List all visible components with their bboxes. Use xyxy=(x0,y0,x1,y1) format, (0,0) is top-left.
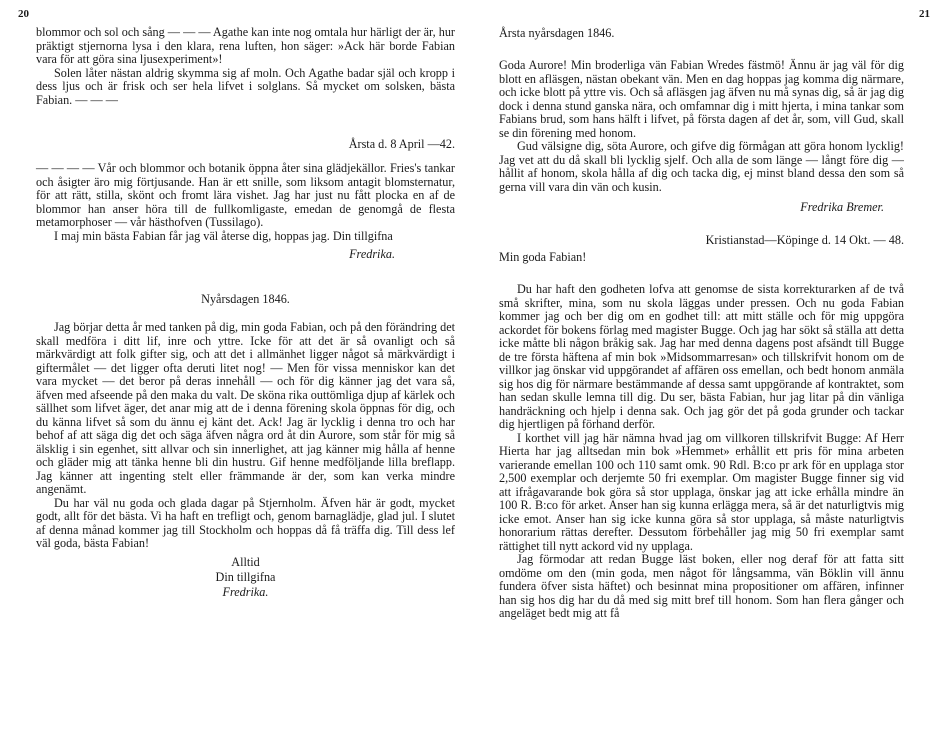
letter-heading: Årsta nyårsdagen 1846. xyxy=(499,26,615,40)
paragraph: Jag börjar detta år med tanken på dig, min goda Fabian, och på den förändring det skall medföra i ditt lif, inre och yttre. Icke för att det är så ovanligt och så märkvärdigt att folk gifter sig, och att det i allmänhet ligger något så märkvärdigt i giftermålet — det ligger ofta deruti litet nog! — Men för vissa menniskor kan det vara mycket — det beror på deras innehåll — och för dig känner jag det vara så, äfven med afseende på den maka du valt. De sköna rika outtömliga djup af kärlek och sällhet som lifvet äger, det anar mig att de i denna förening skola öppnas för dig, och du känna lifvet så som du ännu ej känt det. Ack! Jag är lycklig i denna tro och har behof af att säga dig det och säga äfven några ord åt din Aurore, som står för mig så älsklig i sin egenhet, sitt allvar och sin innerlighet, att jag känner mig hålla af henne och gläder mig att tänka henne bli din hustru. Gif henne medföljande lilla breflapp. Jag känner att ingenting stelt eller främmande är der, som kan verka mindre angenämt. xyxy=(36,320,455,496)
page-number-right: 21 xyxy=(919,8,930,20)
closing-line: Alltid xyxy=(231,554,260,569)
paragraph: blommor och sol och sång — — — Agathe kan inte nog omtala hur härligt der är, hur präktigt stjernorna lysa i den klara, rena luften, hon säger: »Ack här borde Fabian vara för att göra sina ljusexperiment»! xyxy=(36,25,455,66)
paragraph: Solen låter nästan aldrig skymma sig af moln. Och Agathe badar själ och kropp i dess ljus och är frisk och ser hela lifvet i solglans. Så mycket om solsken, bästa Fabian. — — — xyxy=(36,65,455,107)
letter-body xyxy=(499,283,904,621)
letter-continuation xyxy=(36,26,455,107)
signature: Fredrika. xyxy=(349,247,395,261)
paragraph: Gud välsigne dig, söta Aurore, och gifve dig förmågan att göra honom lycklig! Jag vet att du då skall bli lycklig sjelf. Och alla de som länge — långt före dig — hållit af honom, skola hålla af dig och tacka dig, ej minst bland dessa den som så gerna vill vara din vän och kusin. xyxy=(499,139,904,194)
signature: Fredrika Bremer. xyxy=(800,200,884,214)
paragraph: I maj min bästa Fabian får jag väl återse dig, hoppas jag. Din tillgifna xyxy=(54,228,393,243)
paragraph: Du har väl nu goda och glada dagar på Stjernholm. Äfven här är godt, mycket godt, allt för det bästa. Vi ha haft en trefligt och, genom barnaglädje, glad jul. I slutet af denna månad kommer jag till Stockholm och hoppas då få träffa dig. Till dess lef väl goda, bästa Fabian! xyxy=(36,495,455,550)
salutation: Min goda Fabian! xyxy=(499,250,587,264)
paragraph: — — — — Vår och blommor och botanik öppna åter sina glädjekällor. Fries's tankar och åsigter äro mig förtjusande. Han är ett snille, som liksom antagit blomsternatur, för att rätt, stilla, skönt och fromt lära vishet. Jag har just nu fått plocka en af de blommor han anser höra till de fullkomligaste, emedan de genomgå de flesta metamorphoser — vår hästhofven (Tussilago). xyxy=(36,161,455,229)
paragraph: Jag förmodar att redan Bugge läst boken, eller nog deraf för att fatta sitt omdöme om den (min goda, men något för långsamma, vän Böklin vill ännu fundera öfver sista häftet) och besinnat mina propositioner om affären, infinner han sig hos dig har du då med sig mitt bref till honom. Som han flera gånger och angeläget bedt mig att få xyxy=(499,552,904,620)
paragraph: Goda Aurore! Min broderliga vän Fabian Wredes fästmö! Ännu är jag väl för dig blott en afläsgen, nästan obekant vän. Men en dag hoppas jag komma dig närmare, och icke blott på yttre vis. Och så afläsgen jag äfven nu må synas dig, så är jag dig dock i denna stund ganska nära, och omfamnar dig i mitt hjerta, i mina tankar som Fabians brud, som hans hälft i lifvet, på första dagen af det år, som, vill Gud, skall se din förening med honom. xyxy=(499,58,904,140)
closing-line: Din tillgifna xyxy=(215,569,276,584)
paragraph: Du har haft den godheten lofva att genomse de sista korrekturarken af de två små skrifter, mina, som nu skola läggas under pressen. Och nu goda Fabian kommer jag och ber dig om en godhet till: att mitt ställe och för mig uppgöra ackordet för bokens förlag med magister Bugge. Och jag har sökt så ställa att detta icke måtte bli någon bråkig sak. Jag har med denna dagens post afsändt till Bugge de tre första häftena af min bok »Midsommarresan» och tillskrifvit honom om de villkor jag önskar vid uppgörandet af affären oss emellan, och bedt honom anmäla sig hos dig för närmare bestämmande af dessa samt uppgörande af kontraktet, som han sedan skulle lemna till dig. Du ser, bästa Fabian, hur jag litar på din vänliga handräckning och hjelp i denna sak. Och jag gör det på goda grunder och tackar dig hjertligen på förhand derför. xyxy=(499,282,904,431)
page-number-left: 20 xyxy=(18,8,29,20)
letter-heading: Årsta d. 8 April —42. xyxy=(348,137,455,151)
letter-heading: Nyårsdagen 1846. xyxy=(201,292,290,306)
letter-body xyxy=(36,162,455,243)
letter-closing xyxy=(36,555,455,600)
signature: Fredrika. xyxy=(222,584,269,599)
letter-heading: Kristianstad—Köpinge d. 14 Okt. — 48. xyxy=(705,233,904,247)
right-page xyxy=(473,0,946,737)
paragraph: I korthet vill jag här nämna hvad jag om villkoren tillskrifvit Bugge: Af Herr Hierta har jag alltsedan min bok »Hemmet» erhållit ett pris för mina arbeten varierande emellan 100 och 110 samt omk. 90 Rdl. B:co pr ark för en upplaga stor 2,500 exemplar och derjemte 50 fri exemplar. Om magister Bugge finner sig vid att ifrågavarande bok göra så stor upplaga, önskar jag att icke erhålla mindre än 100 R. B:co för arket. Anser han sig kunna erlägga mera, så är det naturligtvis mig icke emot. Anser han sig icke kunna göra så stor upplaga, så måste naturligtvis honorarium rättas derefter. Dessutom förbehåller jag mig 50 fri exemplar samt rättighet till nytt ackord vid ny upplaga. xyxy=(499,430,904,553)
letter-body xyxy=(499,59,904,194)
letter-body xyxy=(36,321,455,551)
